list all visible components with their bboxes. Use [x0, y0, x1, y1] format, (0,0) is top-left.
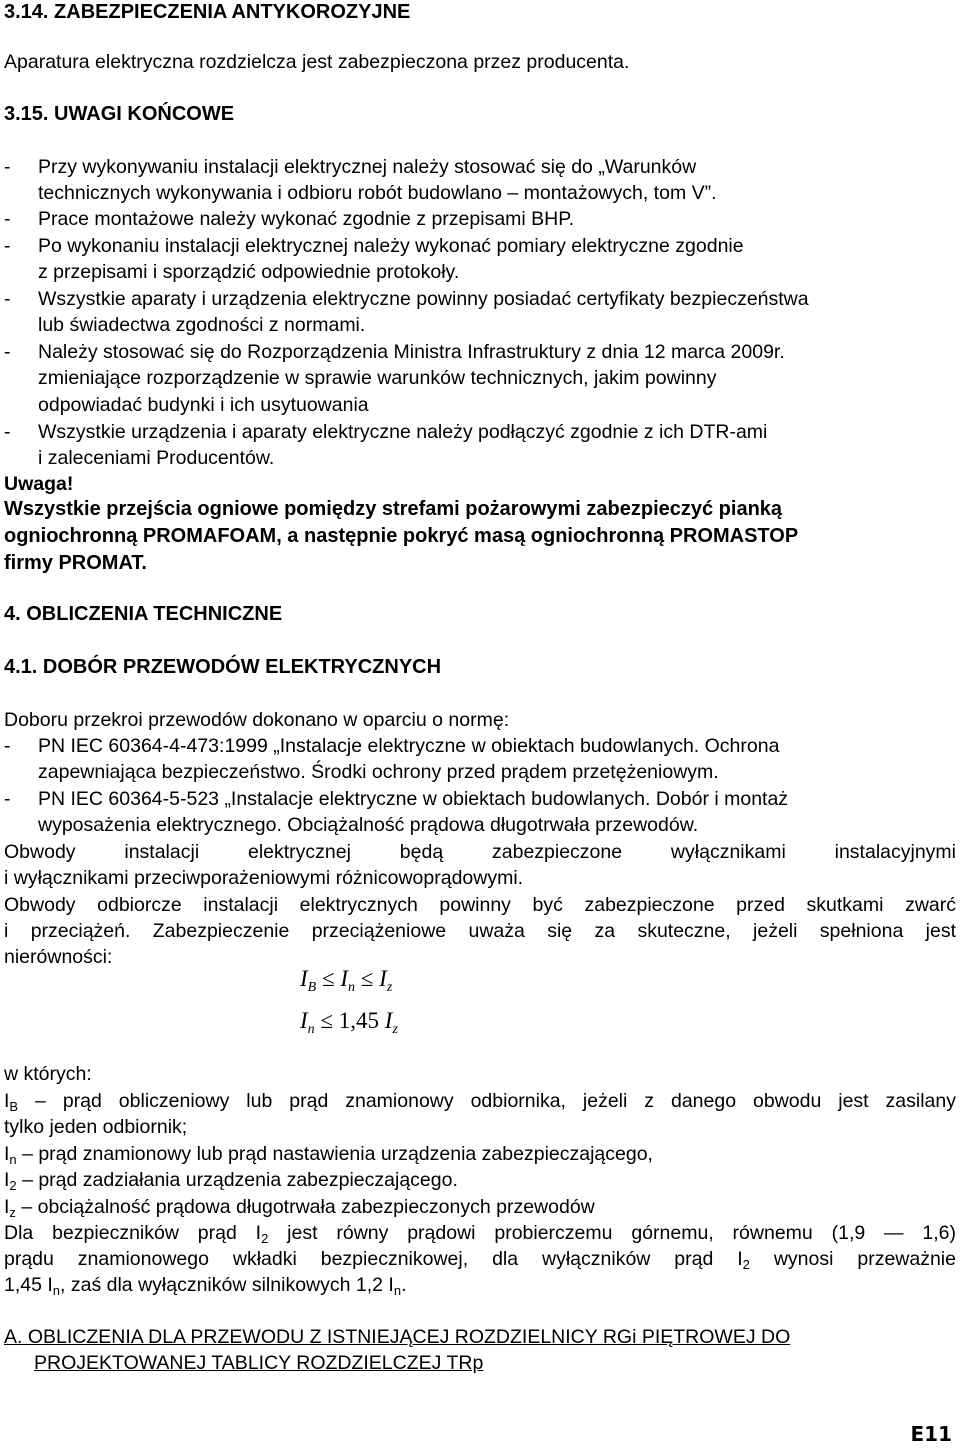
fuses-paragraph-line-2: prądu znamionowego wkładki bezpiecznikowej, dla wyłączników prąd $I_2$ wynosi przeważnie: [4, 1248, 956, 1272]
section-4-heading: 4. OBLICZENIA TECHNICZNE: [4, 603, 283, 625]
remark-2-line-1: Prace montażowe należy wykonać zgodnie z przepisami BHP.: [38, 208, 575, 230]
remark-5-line-1: Należy stosować się do Rozporządzenia Ministra Infrastruktury z dnia 12 marca 2009r.: [38, 341, 785, 363]
norm-1-line-2: zapewniająca bezpieczeństwo. Środki ochrony przed prądem przetężeniowym.: [38, 761, 719, 783]
norms-intro: Doboru przekroi przewodów dokonano w oparciu o normę:: [4, 709, 510, 731]
remark-1-line-2: technicznych wykonywania i odbioru robót budowlano – montażowych, tom V”.: [38, 182, 717, 204]
calc-section-a-line-1: A. OBLICZENIA DLA PRZEWODU Z ISTNIEJĄCEJ ROZDZIELNICY RGi PIĘTROWEJ DO: [4, 1326, 791, 1348]
remark-1-line-1: Przy wykonywaniu instalacji elektrycznej należy stosować się do „Warunków: [38, 156, 697, 178]
note-line-3: firmy PROMAT.: [4, 552, 147, 574]
inequality-2: $I_n \le 1,45$ $I_z$: [300, 1008, 398, 1037]
def-ib-line-1: $I_B$ – prąd obliczeniowy lub prąd znamionowy odbiornika, jeżeli z danego obwodu jest zasilany: [4, 1090, 956, 1114]
circuits-paragraph-line-2: i wyłącznikami przeciwporażeniowymi różnicowoprądowymi.: [4, 867, 524, 889]
norm-2-line-1: PN IEC 60364-5-523 „Instalacje elektryczne w obiektach budowlanych. Dobór i montaż: [38, 788, 789, 810]
section-4-1-heading: 4.1. DOBÓR PRZEWODÓW ELEKTRYCZNYCH: [4, 656, 442, 678]
remark-4-line-1: Wszystkie aparaty i urządzenia elektryczne powinny posiadać certyfikaty bezpieczeństwa: [38, 288, 809, 310]
section-3-14-text: Aparatura elektryczna rozdzielcza jest zabezpieczona przez producenta.: [4, 51, 630, 73]
remark-6-line-1: Wszystkie urządzenia i aparaty elektryczne należy podłączyć zgodnie z ich DTR-ami: [38, 421, 768, 443]
protection-paragraph-line-2: i przeciążeń. Zabezpieczenie przeciążeniowe uważa się za skuteczne, jeżeli spełniona jest: [4, 920, 956, 942]
norm-2-line-2: wyposażenia elektrycznego. Obciążalność prądowa długotrwała przewodów.: [38, 814, 699, 836]
norm-1-line-1: PN IEC 60364-4-473:1999 „Instalacje elektryczne w obiektach budowlanych. Ochrona: [38, 735, 780, 757]
note-line-2: ogniochronną PROMAFOAM, a następnie pokryć masą ogniochronną PROMASTOP: [4, 525, 799, 547]
remark-5-line-3: odpowiadać budynki i ich usytuowania: [38, 394, 369, 416]
remark-5-line-2: zmieniające rozporządzenie w sprawie warunków technicznych, jakim powinny: [38, 367, 717, 389]
def-iz: $I_z$ – obciążalność prądowa długotrwała zabezpieczonych przewodów: [4, 1196, 595, 1220]
circuits-paragraph-line-1: Obwody instalacji elektrycznej będą zabezpieczone wyłącznikami instalacyjnymi: [4, 841, 956, 863]
page-number: E11: [910, 1422, 952, 1446]
def-i2: $I_2$ – prąd zadziałania urządzenia zabezpieczającego.: [4, 1169, 458, 1193]
calc-section-a-line-2: PROJEKTOWANEJ TABLICY ROZDZIELCZEJ TRp: [34, 1352, 484, 1374]
def-in: $I_n$ – prąd znamionowy lub prąd nastawienia urządzenia zabezpieczającego,: [4, 1143, 653, 1167]
protection-paragraph-line-3: nierówności:: [4, 946, 113, 968]
remark-3-line-1: Po wykonaniu instalacji elektrycznej należy wykonać pomiary elektryczne zgodnie: [38, 235, 744, 257]
section-3-15-heading: 3.15. UWAGI KOŃCOWE: [4, 103, 235, 125]
remark-6-line-2: i zaleceniami Producentów.: [38, 447, 275, 469]
note-label: Uwaga!: [4, 473, 74, 495]
note-line-1: Wszystkie przejścia ogniowe pomiędzy strefami pożarowymi zabezpieczyć pianką: [4, 498, 783, 520]
def-ib-line-2: tylko jeden odbiornik;: [4, 1116, 188, 1138]
fuses-paragraph-line-1: Dla bezpieczników prąd $I_2$ jest równy prądowi probierczemu górnemu, równemu (1,9 — 1,6): [4, 1222, 957, 1246]
protection-paragraph-line-1: Obwody odbiorcze instalacji elektrycznych powinny być zabezpieczone przed skutkami zwarć: [4, 894, 956, 916]
section-3-14-heading: 3.14. ZABEZPIECZENIA ANTYKOROZYJNE: [4, 1, 411, 23]
remark-3-line-2: z przepisami i sporządzić odpowiednie protokoły.: [38, 261, 460, 283]
inequality-1: $I_B \le I_n \le I_z$: [300, 966, 393, 995]
where-label: w których:: [4, 1063, 92, 1085]
fuses-paragraph-line-3: 1,45 $I_n$, zaś dla wyłączników silnikowych 1,2 $I_n$.: [4, 1274, 407, 1298]
remark-4-line-2: lub świadectwa zgodności z normami.: [38, 314, 366, 336]
